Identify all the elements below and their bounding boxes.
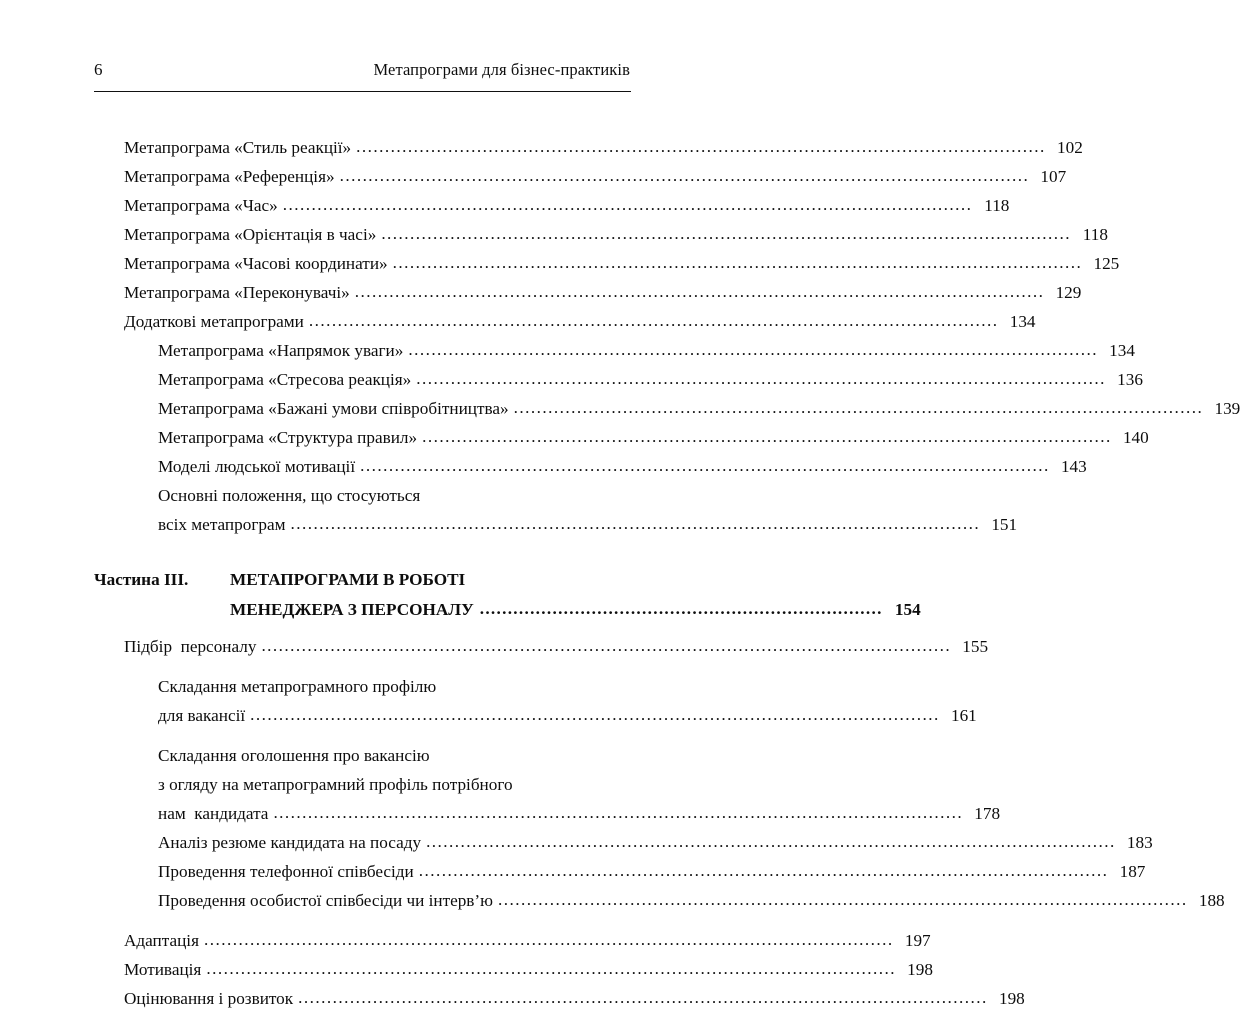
toc-entry-line-final [124,162,1067,191]
running-header [94,58,630,88]
toc-entry-page: 134 [1009,312,1036,331]
toc-entry-title: Метапрограма «Стиль реакції» [124,138,352,157]
dot-leader [422,422,1112,451]
toc-entry-line-final [158,828,1153,857]
toc-entry-title: Основні положення, що стосуються [158,486,421,505]
toc-entry-title: Метапрограма «Референція» [124,167,335,186]
toc-entry[interactable] [94,220,1108,249]
dot-leader [360,451,1050,480]
toc-entry-title: для вакансії [158,706,246,725]
toc-entry-line-final [124,278,1082,307]
toc-entry[interactable] [94,336,1135,365]
toc-entry-line-final [158,452,1087,481]
toc-entry-line-final [158,701,977,730]
toc-entry-line-final [124,307,1036,336]
toc-entry-line-final [124,133,1083,162]
dot-leader [250,700,940,729]
toc-entry-title: Адаптація [124,931,199,950]
toc-entry-line-final [158,394,1240,423]
toc-section-hr-manager [94,632,1225,1013]
toc-entry-line-final [124,955,933,984]
toc-entry-title: Метапрограма «Бажані умови співробітництва» [158,399,509,418]
toc-entry-title: Моделі людської мотивації [158,457,356,476]
toc-entry[interactable] [94,984,1025,1013]
toc-entry[interactable] [94,926,931,955]
dot-leader [273,798,963,827]
part-heading-iii[interactable] [94,565,921,624]
toc-entry-page: 118 [984,196,1010,215]
dot-leader [419,856,1109,885]
toc-entry-page: 143 [1060,457,1087,476]
toc-entry-line-final [158,336,1135,365]
toc-entry-page: 188 [1198,891,1225,910]
dot-leader [355,277,1045,306]
part-heading-title-line2: МЕНЕДЖЕРА З ПЕРСОНАЛУ ..... 154 [230,595,921,625]
toc-entry-title: Підбір персоналу [124,637,257,656]
dot-leader [381,219,1071,248]
toc-entry-title: з огляду на метапрограмний профіль потрібного [158,775,513,794]
toc-entry-title: Метапрограма «Переконувачі» [124,283,350,302]
dot-leader [356,132,1046,161]
header-divider [94,91,631,92]
toc-entry-title: Метапрограма «Стресова реакція» [158,370,412,389]
toc-entry-page: 183 [1126,833,1153,852]
toc-entry[interactable] [94,828,1153,857]
toc-entry-line [158,672,631,701]
dot-leader [408,335,1098,364]
toc-entry-line [158,770,631,799]
toc-entry-page: 178 [974,804,1001,823]
toc-entry-title: Аналіз резюме кандидата на посаду [158,833,422,852]
dot-leader [283,190,973,219]
toc-entry-title: Мотивація [124,960,202,979]
toc-entry[interactable] [94,423,1149,452]
toc-entry[interactable] [94,857,1146,886]
toc-entry-title: всіх метапрограм [158,515,286,534]
toc-entry-page: 125 [1093,254,1120,273]
toc-entry-title: Додаткові метапрограми [124,312,304,331]
toc-entry-title: Складання оголошення про вакансію [158,746,430,765]
toc-entry-line-final [158,510,1018,539]
toc-entry-page: 129 [1055,283,1082,302]
toc-entry-title: Метапрограма «Напрямок уваги» [158,341,404,360]
dot-leader [290,509,980,538]
toc-entry[interactable] [94,481,1018,539]
toc-entry-line-final [124,984,1025,1013]
toc-entry-page: 140 [1122,428,1149,447]
part-heading-label: Частина III. [94,570,189,589]
toc-entry[interactable] [94,162,1067,191]
dot-leader [393,248,1083,277]
dot-leader [204,925,894,954]
dot-leader [298,983,988,1012]
part-heading-title-line1: МЕТАПРОГРАМИ В РОБОТІ [230,570,466,589]
toc-entry[interactable] [94,741,1001,828]
toc-entry[interactable] [94,191,1010,220]
toc-entry[interactable] [94,632,989,661]
toc-section-metaprograms [94,133,1240,539]
toc-entry-page: 136 [1117,370,1143,389]
toc-entry-title: Метапрограма «Часові координати» [124,254,388,273]
dot-leader [309,306,999,335]
dot-leader [206,954,896,983]
toc-entry-page: 161 [950,706,977,725]
toc-entry-page: 151 [991,515,1018,534]
toc-entry-page: 187 [1119,862,1146,881]
dot-leader [426,827,1116,856]
toc-entry-title: Метапрограма «Орієнтація в часі» [124,225,377,244]
toc-entry-line-final [158,365,1143,394]
toc-entry[interactable] [94,394,1240,423]
dot-leader [416,364,1106,393]
toc-entry[interactable] [94,955,933,984]
toc-entry-line-final [158,857,1146,886]
toc-entry-page: 139 [1214,399,1240,418]
toc-entry[interactable] [94,452,1087,481]
toc-entry-line-final [124,191,1010,220]
toc-entry-page: 118 [1082,225,1108,244]
toc-entry-title: Оцінювання і розвиток [124,989,294,1008]
toc-entry-title: Проведення особистої співбесіди чи інтерв’ю [158,891,493,910]
toc-entry[interactable] [94,133,1083,162]
dot-leader [480,594,883,624]
toc-entry[interactable] [94,886,1225,915]
toc-entry-line-final [124,926,931,955]
dot-leader [340,161,1030,190]
toc-entry-title: Метапрограма «Час» [124,196,278,215]
toc-entry-line [158,741,631,770]
toc-entry-line-final [124,220,1108,249]
toc-entry-page: 197 [904,931,931,950]
toc-entry-line-final [158,423,1149,452]
toc-entry-page: 155 [962,637,989,656]
toc-entry[interactable] [94,307,1036,336]
toc-entry-line-final [124,632,989,661]
dot-leader [498,885,1188,914]
dot-leader [514,393,1204,422]
toc-entry[interactable] [94,672,977,730]
toc-entry-page: 107 [1040,167,1067,186]
page-number: 6 [94,60,103,79]
toc-entry-line-final [124,249,1120,278]
book-title: Метапрограми для бізнес-практиків [373,60,630,79]
toc-entry-title: Метапрограма «Структура правил» [158,428,418,447]
toc-entry-page: 198 [907,960,933,979]
toc-entry-line-final [158,799,1001,828]
toc-entry[interactable] [94,278,1082,307]
toc-entry-page: 102 [1057,138,1083,157]
toc-entry-title: Проведення телефонної співбесіди [158,862,414,881]
dot-leader [261,631,951,660]
toc-entry[interactable] [94,249,1120,278]
toc-entry-title: Складання метапрограмного профілю [158,677,437,696]
table-of-contents [94,133,1240,1013]
toc-entry-title: нам кандидата [158,804,269,823]
part-heading-page: 154 [894,599,921,619]
toc-entry[interactable] [94,365,1143,394]
toc-entry-page: 134 [1109,341,1135,360]
toc-entry-page: 198 [998,989,1025,1008]
toc-entry-line [158,481,631,510]
toc-entry-line-final [158,886,1225,915]
